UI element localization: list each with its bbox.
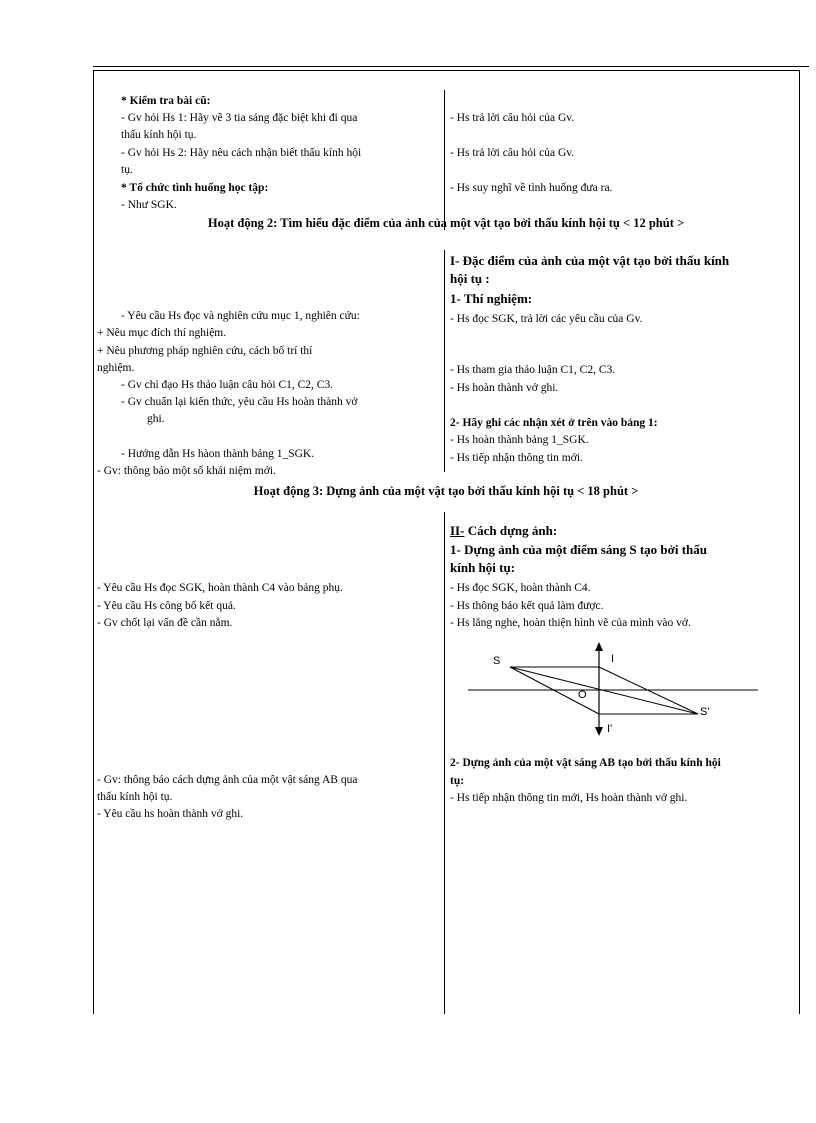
activity3-heading: Hoạt động 3: Dựng ảnh của một vật tạo bởi thấu kính hội tụ < 18 phút > [253, 484, 639, 498]
left-text: - Gv chỉ đạo Hs thảo luận câu hỏi C1, C2, C3. [121, 379, 334, 391]
left-text: thấu kính hội tụ. [121, 129, 197, 141]
section-i-title: I- Đặc điểm của ảnh của một vật tạo bởi thấu kính [450, 253, 730, 268]
lens-arrow-top [595, 642, 603, 651]
object-image-title: 2- Dựng ảnh của một vật sáng AB tạo bởi thấu kính hội [450, 757, 721, 769]
label-I-prime: I' [607, 723, 613, 735]
left-text: - Yêu cầu Hs đọc SGK, hoàn thành C4 vào bảng phụ. [97, 582, 343, 594]
left-text: - Yêu cầu Hs đọc và nghiên cứu mục 1, nghiên cứu: [121, 310, 360, 322]
right-text: - Hs tham gia thảo luận C1, C2, C3. [450, 364, 616, 376]
label-S-prime: S' [700, 706, 710, 718]
point-image-title-cont: kính hội tụ: [450, 560, 516, 575]
right-text: - Hs hoàn thành bảng 1_SGK. [450, 434, 589, 446]
left-text: - Như SGK. [121, 199, 177, 211]
left-text: - Gv chuẩn lại kiến thức, yêu cầu Hs hoàn thành vở [121, 396, 358, 408]
left-text: - Gv: thông báo một số khái niệm mới. [97, 465, 276, 477]
lens-arrow-bottom [595, 727, 603, 736]
left-text: - Gv hỏi Hs 2: Hãy nêu cách nhận biết thấu kính hội [121, 147, 362, 159]
column-divider [444, 250, 445, 472]
column-divider [444, 90, 445, 230]
label-S: S [493, 655, 501, 667]
left-text: nghiệm. [97, 362, 135, 374]
left-text: thấu kính hội tụ. [97, 791, 173, 803]
right-text: - Hs đọc SGK, trả lời các yêu cầu của Gv. [450, 313, 643, 325]
right-text: - Hs thông báo kết quả làm được. [450, 600, 604, 612]
right-text: - Hs trả lời câu hỏi của Gv. [450, 147, 575, 159]
left-text: + Nêu mục đích thí nghiệm. [97, 327, 227, 339]
left-text: + Nêu phương pháp nghiên cứu, cách bố trí thí [97, 345, 313, 357]
object-image-title-cont: tụ: [450, 775, 465, 787]
ray-diagram [460, 640, 770, 740]
right-text: - Hs tiếp nhận thông tin mới. [450, 452, 583, 464]
left-text: ghi. [147, 413, 165, 425]
label-O: O [578, 689, 587, 701]
left-text: tụ. [121, 164, 133, 176]
check-old-lesson-heading: * Kiểm tra bài cũ: [121, 95, 211, 107]
right-text: - Hs tiếp nhận thông tin mới, Hs hoàn thành vở ghi. [450, 792, 688, 804]
column-divider [444, 512, 445, 1014]
left-text: - Gv hỏi Hs 1: Hãy vẽ 3 tia sáng đặc biệt khi đi qua [121, 112, 358, 124]
right-text: - Hs hoàn thành vở ghi. [450, 382, 559, 394]
table1-title: 2- Hãy ghi các nhận xét ở trên vào bảng 1: [450, 417, 658, 429]
section-ii-title: II- Cách dựng ảnh: [450, 523, 558, 538]
activity2-heading: Hoạt động 2: Tìm hiểu đặc điểm của ảnh của một vật tạo bởi thấu kính hội tụ < 12 phút > [207, 216, 685, 230]
left-text: - Yêu cầu Hs công bố kết quả. [97, 600, 236, 612]
left-text: - Hướng dẫn Hs hàon thành bảng 1_SGK. [121, 448, 315, 460]
left-text: - Gv chốt lại vấn đề cần nắm. [97, 617, 233, 629]
left-text: - Yêu cầu hs hoàn thành vở ghi. [97, 808, 244, 820]
left-text: - Gv: thông báo cách dựng ảnh của một vật sáng AB qua [97, 774, 358, 786]
right-text: - Hs đọc SGK, hoàn thành C4. [450, 582, 591, 594]
point-image-title: 1- Dựng ảnh của một điểm sáng S tạo bởi thấu [450, 542, 707, 557]
situation-heading: * Tổ chức tình huống học tập: [121, 182, 269, 194]
section-i-title-cont: hội tụ : [450, 271, 490, 286]
experiment-title: 1- Thí nghiệm: [450, 291, 533, 306]
right-text: - Hs trả lời câu hỏi của Gv. [450, 112, 575, 124]
header-rule [93, 66, 809, 67]
label-I: I [611, 653, 615, 665]
right-text: - Hs lắng nghe, hoàn thiện hình vẽ của mình vào vở. [450, 617, 691, 629]
right-text: - Hs suy nghĩ về tình huống đưa ra. [450, 182, 613, 194]
